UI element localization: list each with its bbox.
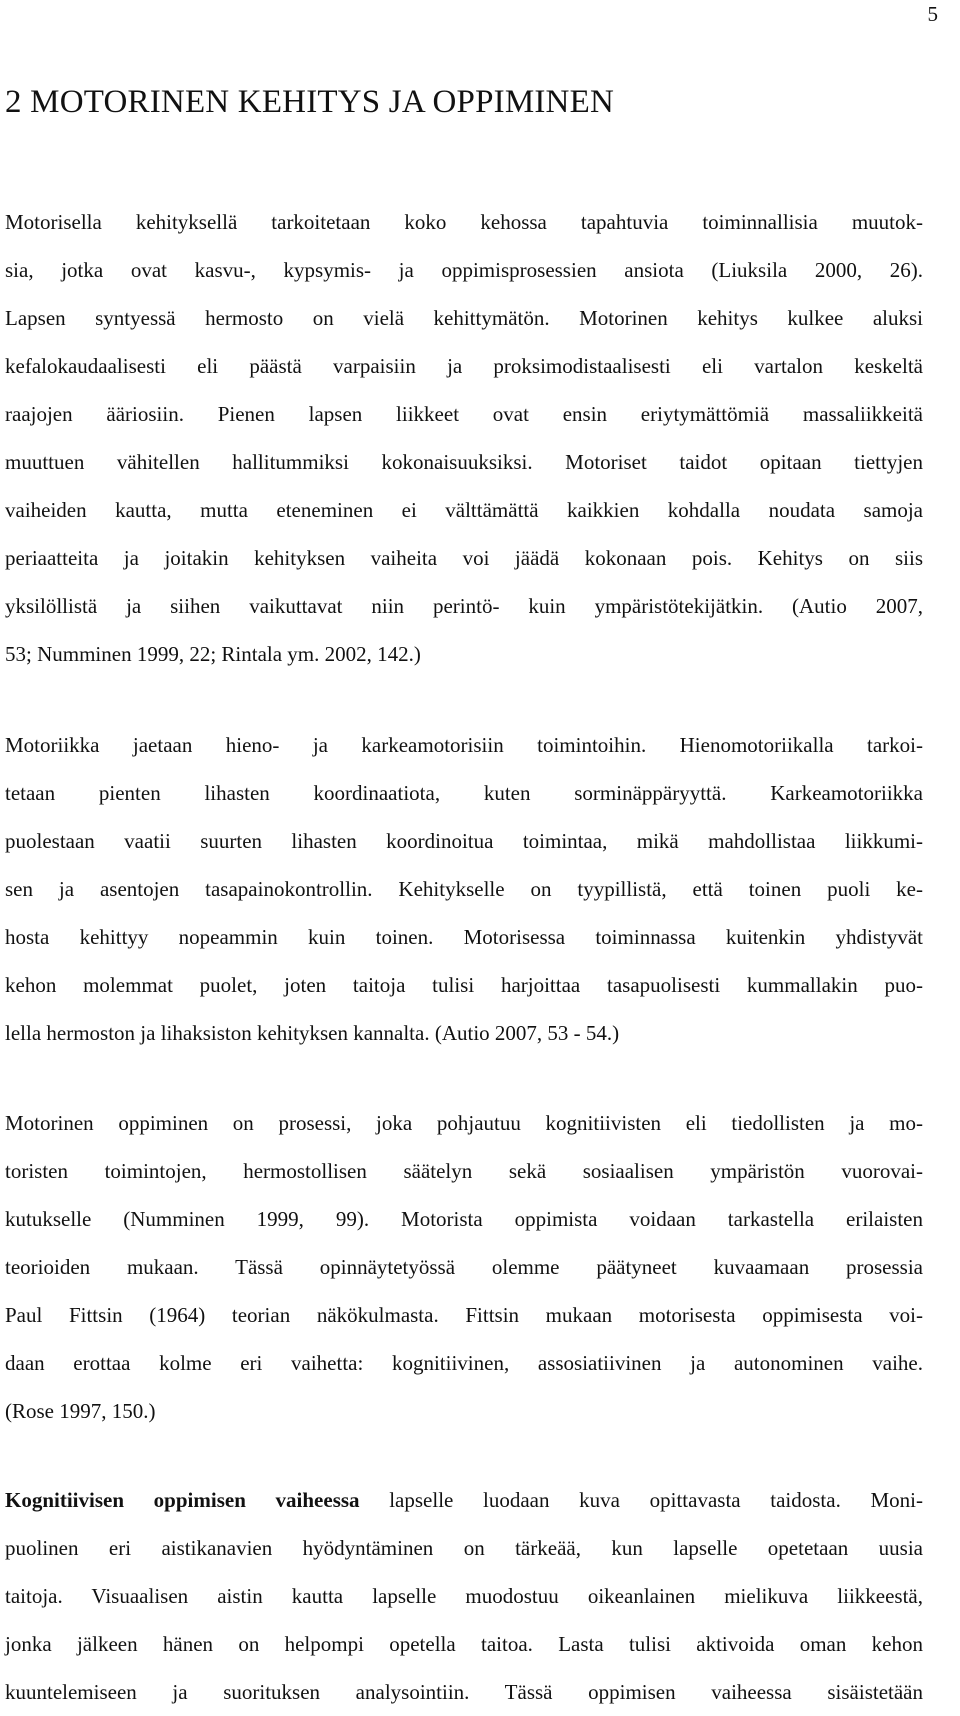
text-line: jonka jälkeen hänen on helpompi opetella taitoa. Lasta tulisi aktivoida oman kehon — [5, 1632, 923, 1656]
text-line-rest: lapselle luodaan kuva opittavasta taidosta. Moni- — [359, 1488, 923, 1512]
text-line: sen ja asentojen tasapainokontrollin. Kehitykselle on tyypillistä, että toinen puoli ke- — [5, 877, 923, 901]
text-line: yksilöllistä ja siihen vaikuttavat niin perintö- kuin ympäristötekijätkin. (Autio 2007, — [5, 594, 923, 618]
text-line: (Rose 1997, 150.) — [5, 1399, 156, 1423]
text-line: periaatteita ja joitakin kehityksen vaiheita voi jäädä kokonaan pois. Kehitys on siis — [5, 546, 923, 570]
paragraph-cognitive-stage — [5, 1476, 923, 1716]
text-line: 53; Numminen 1999, 22; Rintala ym. 2002, 142.) — [5, 642, 421, 666]
page-number: 5 — [927, 2, 938, 26]
paragraph-motor-development — [5, 198, 923, 678]
paragraph-fine-gross-motor — [5, 721, 923, 1057]
text-line: hosta kehittyy nopeammin kuin toinen. Motorisessa toiminnassa kuitenkin yhdistyvät — [5, 925, 923, 949]
text-line: puolestaan vaatii suurten lihasten koordinoitua toimintaa, mikä mahdollistaa liikkumi- — [5, 829, 923, 853]
text-line: kutukselle (Numminen 1999, 99). Motorista oppimista voidaan tarkastella erilaisten — [5, 1207, 923, 1231]
chapter-heading: 2 MOTORINEN KEHITYS JA OPPIMINEN — [5, 84, 614, 120]
bold-lead-term: Kognitiivisen oppimisen vaiheessa — [5, 1488, 360, 1512]
text-line: Motorinen oppiminen on prosessi, joka pohjautuu kognitiivisten eli tiedollisten ja mo- — [5, 1111, 923, 1135]
text-line: daan erottaa kolme eri vaihetta: kognitiivinen, assosiatiivinen ja autonominen vaihe. — [5, 1351, 923, 1375]
text-line: Paul Fittsin (1964) teorian näkökulmasta. Fittsin mukaan motorisesta oppimisesta voi- — [5, 1303, 923, 1327]
text-line: kefalokaudaalisesti eli päästä varpaisiin ja proksimodistaalisesti eli vartalon keskeltä — [5, 354, 923, 378]
text-line: tetaan pienten lihasten koordinaatiota, kuten sorminäppäryyttä. Karkeamotoriikka — [5, 781, 923, 805]
text-line: taitoja. Visuaalisen aistin kautta lapselle muodostuu oikeanlainen mielikuva liikkeestä, — [5, 1584, 923, 1608]
text-line: sia, jotka ovat kasvu-, kypsymis- ja oppimisprosessien ansiota (Liuksila 2000, 26). — [5, 258, 923, 282]
text-line: muuttuen vähitellen hallitummiksi kokonaisuuksiksi. Motoriset taidot opitaan tiettyjen — [5, 450, 923, 474]
text-line: Motoriikka jaetaan hieno- ja karkeamotorisiin toimintoihin. Hienomotoriikalla tarkoi- — [5, 733, 923, 757]
text-line: kuuntelemiseen ja suorituksen analysointiin. Tässä oppimisen vaiheessa sisäistetään — [5, 1680, 923, 1704]
text-line: Motorisella kehityksellä tarkoitetaan koko kehossa tapahtuvia toiminnallisia muutok- — [5, 210, 923, 234]
text-line — [5, 1476, 923, 1524]
text-line: puolinen eri aistikanavien hyödyntäminen on tärkeää, kun lapselle opetetaan uusia — [5, 1536, 923, 1560]
text-line: Lapsen syntyessä hermosto on vielä kehittymätön. Motorinen kehitys kulkee aluksi — [5, 306, 923, 330]
text-line: toristen toimintojen, hermostollisen säätelyn sekä sosiaalisen ympäristön vuorovai- — [5, 1159, 923, 1183]
text-line: raajojen ääriosiin. Pienen lapsen liikkeet ovat ensin eriytymättömiä massaliikkeitä — [5, 402, 923, 426]
text-line: kehon molemmat puolet, joten taitoja tulisi harjoittaa tasapuolisesti kummallakin puo- — [5, 973, 923, 997]
text-line: teorioiden mukaan. Tässä opinnäytetyössä olemme päätyneet kuvaamaan prosessia — [5, 1255, 923, 1279]
text-line: lella hermoston ja lihaksiston kehityksen kannalta. (Autio 2007, 53 - 54.) — [5, 1021, 620, 1045]
text-line: vaiheiden kautta, mutta eteneminen ei välttämättä kaikkien kohdalla noudata samoja — [5, 498, 923, 522]
paragraph-motor-learning — [5, 1099, 923, 1435]
